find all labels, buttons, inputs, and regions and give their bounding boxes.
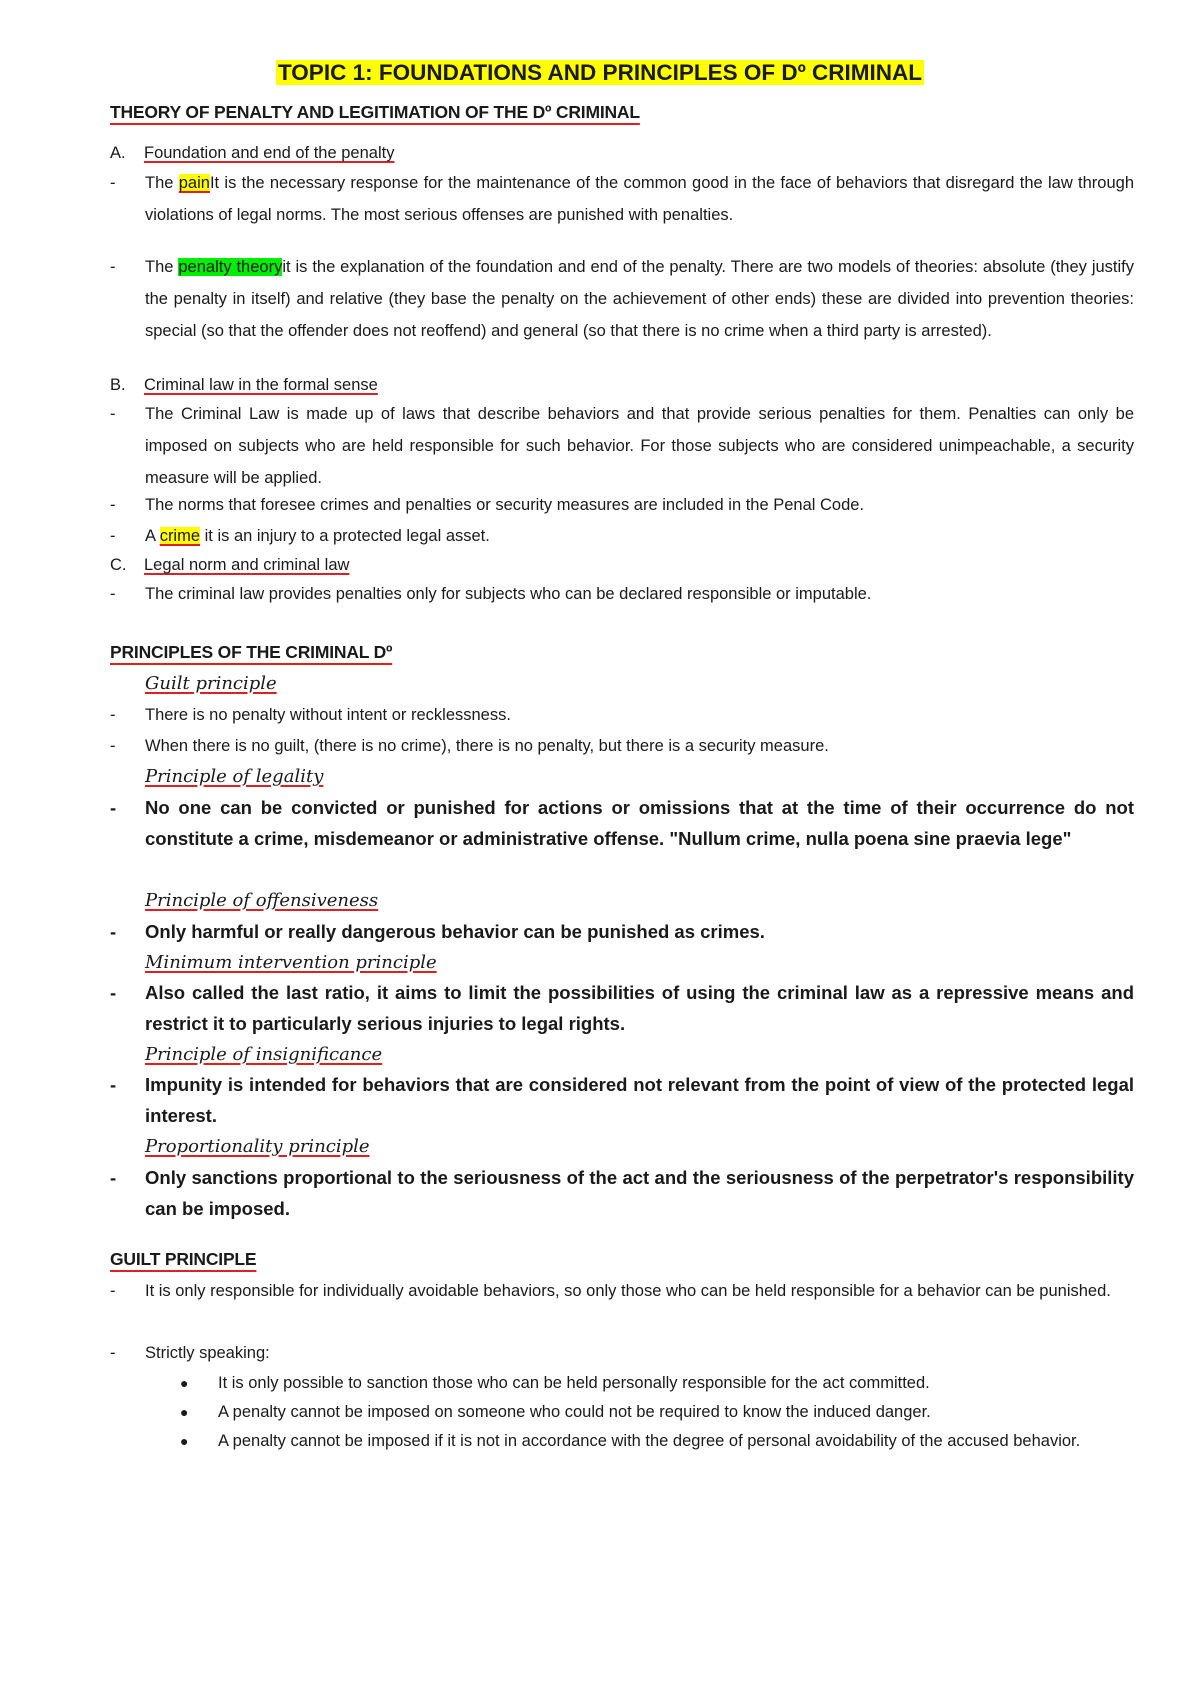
- list-item-strictly-speaking: [110, 1337, 1134, 1369]
- dash-marker: -: [110, 585, 116, 603]
- subheading-text: Criminal law in the formal sense: [144, 376, 378, 394]
- list-item-minimum-intervention: [110, 977, 1134, 1039]
- section-heading-principles: PRINCIPLES OF THE CRIMINAL Dº: [110, 642, 393, 662]
- principle-heading-legality: Principle of legality: [145, 766, 324, 787]
- list-item-offensiveness: [110, 916, 1134, 947]
- text-fragment: it is an injury to a protected legal asset.: [200, 527, 490, 545]
- principle-heading-insignificance: Principle of insignificance: [145, 1044, 383, 1065]
- section-heading-guilt-principle: GUILT PRINCIPLE: [110, 1249, 257, 1269]
- dash-marker: -: [110, 737, 116, 755]
- subheading-c: [110, 553, 349, 577]
- bullet-text: A penalty cannot be imposed on someone who could not be required to know the induced danger.: [218, 1403, 931, 1421]
- highlighted-term-crime: crime: [159, 527, 201, 545]
- section-heading-theory-of-penalty: THEORY OF PENALTY AND LEGITIMATION OF THE Dº CRIMINAL: [110, 102, 640, 122]
- text-fragment: The: [145, 258, 179, 276]
- subheading-marker: A.: [110, 144, 126, 162]
- dash-marker: -: [110, 982, 117, 1003]
- dash-marker: -: [110, 706, 116, 724]
- list-item-text: No one can be convicted or punished for actions or omissions that at the time of their occurrence do not constitute a crime, misdemeanor or administrative offense. "Nullum crime, nulla poena sine praevia lege": [145, 797, 1134, 849]
- list-item-insignificance: [110, 1069, 1134, 1131]
- list-item-criminal-law-definition: [110, 398, 1134, 494]
- principle-heading-offensiveness: Principle of offensiveness: [145, 890, 379, 911]
- subheading-b: [110, 373, 378, 397]
- principle-heading-guilt: Guilt principle: [145, 673, 277, 694]
- text-fragment: it is the explanation of the foundation and end of the penalty. There are two models of theories: absolute (they justify the penalty in itself) and relative (they base the penalty on the achievement of other ends) these are divided into prevention theories: special (so that the offender does not reoffend) and general (so that there is no crime when a third party is arrested).: [145, 258, 1134, 340]
- dash-marker: -: [110, 1344, 116, 1362]
- dash-marker: -: [110, 496, 116, 514]
- text-fragment: A: [145, 527, 160, 545]
- list-item-no-penalty-without-intent: [110, 699, 1134, 731]
- list-item-penalty-theory: [110, 251, 1134, 347]
- bullet-text: It is only possible to sanction those who can be held personally responsible for the act committed.: [218, 1374, 930, 1392]
- list-item-crime: [110, 520, 1134, 552]
- list-item-text: The norms that foresee crimes and penalties or security measures are included in the Penal Code.: [145, 496, 865, 514]
- bullet-dot-icon: ●: [180, 1375, 189, 1391]
- subheading-marker: B.: [110, 376, 126, 394]
- highlighted-term-penalty-theory: penalty theory: [178, 258, 283, 276]
- dash-marker: -: [110, 921, 117, 942]
- bullet-item: [180, 1397, 1135, 1427]
- highlighted-term-pain: pain: [178, 174, 210, 192]
- subheading-text: Legal norm and criminal law: [144, 556, 350, 574]
- list-item-text: The criminal law provides penalties only for subjects who can be declared responsible or imputable.: [145, 585, 872, 603]
- dash-marker: -: [110, 1282, 116, 1300]
- dash-marker: -: [110, 1167, 117, 1188]
- dash-marker: -: [110, 258, 116, 276]
- dash-marker: -: [110, 527, 116, 545]
- bullet-dot-icon: ●: [180, 1404, 189, 1420]
- principle-heading-minimum-intervention: Minimum intervention principle: [145, 952, 437, 973]
- principle-heading-proportionality: Proportionality principle: [145, 1136, 370, 1157]
- list-item-text: Impunity is intended for behaviors that are considered not relevant from the point of view of the protected legal interest.: [145, 1074, 1134, 1126]
- dash-marker: -: [110, 174, 116, 192]
- list-item-penal-code: [110, 489, 1134, 521]
- list-item-criminal-law-penalties: [110, 578, 1134, 610]
- list-item-pain: [110, 167, 1134, 231]
- dash-marker: -: [110, 797, 117, 818]
- text-fragment: It is the necessary response for the maintenance of the common good in the face of behaviors that disregard the law through violations of legal norms. The most serious offenses are punished with penalties.: [145, 174, 1134, 224]
- text-fragment: The: [145, 174, 179, 192]
- subheading-a: [110, 141, 394, 165]
- list-item-text: The Criminal Law is made up of laws that describe behaviors and that provide serious penalties for them. Penalties can only be imposed on subjects who are held responsible for such behavior. For those subjects who are considered unimpeachable, a security measure will be applied.: [145, 405, 1134, 487]
- list-item-text: Also called the last ratio, it aims to limit the possibilities of using the criminal law as a repressive means and restrict it to particularly serious injuries to legal rights.: [145, 982, 1134, 1034]
- list-item-text: When there is no guilt, (there is no crime), there is no penalty, but there is a security measure.: [145, 737, 829, 755]
- subheading-marker: C.: [110, 556, 127, 574]
- document-title: [0, 58, 1200, 88]
- list-item-text: There is no penalty without intent or recklessness.: [145, 706, 511, 724]
- list-item-no-guilt: [110, 730, 1134, 762]
- list-item-text: It is only responsible for individually avoidable behaviors, so only those who can be held responsible for a behavior can be punished.: [145, 1282, 1111, 1300]
- list-item-legality: [110, 792, 1134, 854]
- document-title-text: TOPIC 1: FOUNDATIONS AND PRINCIPLES OF Dº CRIMINAL: [277, 60, 923, 85]
- dash-marker: -: [110, 405, 116, 423]
- bullet-item: [180, 1368, 1135, 1398]
- list-item-avoidable-behaviors: [110, 1275, 1134, 1307]
- bullet-item: [180, 1426, 1135, 1456]
- bullet-text: A penalty cannot be imposed if it is not in accordance with the degree of personal avoidability of the accused behavior.: [218, 1432, 1081, 1450]
- list-item-text: Strictly speaking:: [145, 1344, 270, 1362]
- dash-marker: -: [110, 1074, 117, 1095]
- subheading-text: Foundation and end of the penalty: [144, 144, 395, 162]
- list-item-text: Only sanctions proportional to the seriousness of the act and the seriousness of the perpetrator's responsibility can be imposed.: [145, 1167, 1134, 1219]
- list-item-proportionality: [110, 1162, 1134, 1224]
- list-item-text: Only harmful or really dangerous behavior can be punished as crimes.: [145, 921, 765, 942]
- bullet-dot-icon: ●: [180, 1433, 189, 1449]
